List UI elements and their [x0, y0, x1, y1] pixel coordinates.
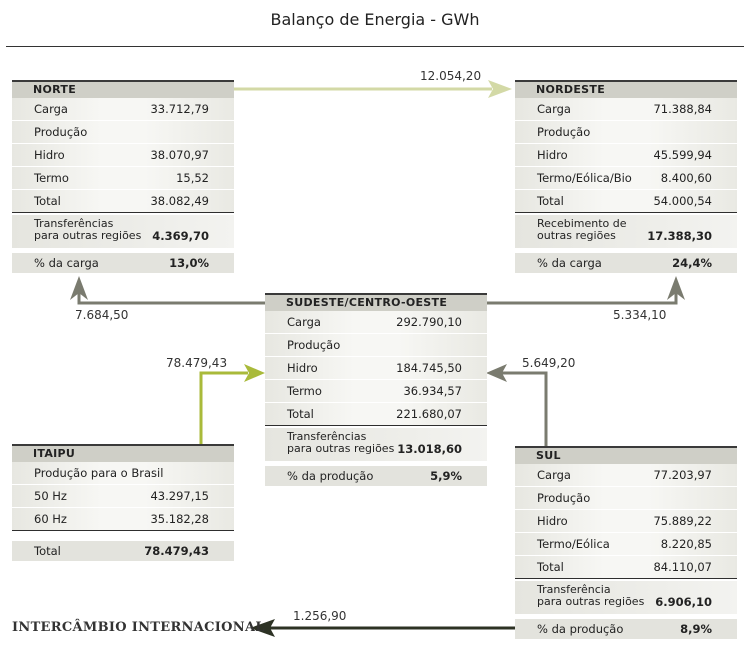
norte-total-value: 38.082,49 [150, 194, 209, 208]
sul-pct-value: 8,9% [680, 622, 712, 636]
flow-se-norte-value: 7.684,50 [75, 308, 129, 322]
sudeste-total-label: Total [287, 407, 314, 421]
itaipu-total-row [12, 541, 234, 561]
nordeste-transfer-row [515, 215, 737, 248]
sudeste-termo-label: Termo [287, 384, 322, 398]
sudeste-transfer-row [265, 428, 487, 461]
nordeste-total-label: Total [537, 194, 564, 208]
norte-box [12, 80, 234, 273]
sul-hidro-value: 75.889,22 [653, 514, 712, 528]
itaipu-60hz-label: 60 Hz [34, 512, 67, 526]
flow-sul-se-value: 5.649,20 [522, 356, 576, 370]
itaipu-60hz-value: 35.182,28 [150, 512, 209, 526]
nordeste-termo-label: Termo/Eólica/Bio [537, 171, 632, 185]
sudeste-transfer-label-2: para outras regiões [287, 442, 395, 455]
sul-pct-label: % da produção [537, 622, 624, 636]
sul-transfer-value: 6.906,10 [655, 595, 712, 609]
nordeste-pct-row [515, 253, 737, 273]
nordeste-termo-value: 8.400,60 [660, 171, 712, 185]
norte-pct-value: 13,0% [169, 256, 209, 270]
arrow-itaipu-se [201, 364, 265, 444]
sudeste-header: SUDESTE/CENTRO-OESTE [265, 293, 487, 311]
norte-pct-label: % da carga [34, 256, 99, 270]
sudeste-hidro-value: 184.745,50 [396, 361, 462, 375]
flow-itaipu-se-value: 78.479,43 [166, 356, 228, 370]
sul-termo-label: Termo/Eólica [537, 537, 610, 551]
arrow-se-nordeste [485, 276, 685, 303]
nordeste-carga-label: Carga [537, 102, 571, 116]
norte-transfer-label-2: para outras regiões [34, 229, 142, 242]
sul-total-value: 84.110,07 [653, 560, 712, 574]
sul-termo-value: 8.220,85 [660, 537, 712, 551]
international-exchange-label: INTERCÂMBIO INTERNACIONAL [12, 620, 265, 635]
arrow-se-norte [70, 276, 265, 303]
nordeste-total-value: 54.000,54 [653, 194, 712, 208]
sul-transfer-row [515, 581, 737, 614]
norte-termo-value: 15,52 [176, 171, 209, 185]
flow-se-nordeste-value: 5.334,10 [613, 308, 667, 322]
norte-transfer-label-1: Transferências [34, 217, 114, 230]
nordeste-header: NORDESTE [515, 80, 737, 98]
sul-total-label: Total [537, 560, 564, 574]
sudeste-transfer-value: 13.018,60 [397, 442, 462, 456]
sudeste-box [265, 293, 487, 486]
itaipu-header: ITAIPU [12, 444, 234, 462]
sul-carga-label: Carga [537, 468, 571, 482]
sul-hidro-label: Hidro [537, 514, 568, 528]
norte-carga-value: 33.712,79 [150, 102, 209, 116]
sul-box [515, 446, 737, 639]
sul-transfer-label-2: para outras regiões [537, 595, 645, 608]
nordeste-carga-value: 71.388,84 [653, 102, 712, 116]
sul-transfer-label-1: Transferência [537, 583, 611, 596]
sul-header: SUL [515, 446, 737, 464]
norte-transfer-value: 4.369,70 [152, 229, 209, 243]
norte-carga-label: Carga [34, 102, 68, 116]
sudeste-total-value: 221.680,07 [396, 407, 462, 421]
itaipu-box [12, 444, 234, 561]
sudeste-carga-label: Carga [287, 315, 321, 329]
itaipu-total-value: 78.479,43 [144, 544, 209, 558]
itaipu-producao-label: Produção para o Brasil [34, 466, 164, 480]
nordeste-pct-value: 24,4% [672, 256, 712, 270]
norte-header: NORTE [12, 80, 234, 98]
sul-carga-value: 77.203,97 [653, 468, 712, 482]
nordeste-hidro-value: 45.599,94 [653, 148, 712, 162]
norte-producao-label: Produção [34, 125, 88, 139]
sudeste-pct-label: % da produção [287, 469, 374, 483]
norte-hidro-label: Hidro [34, 148, 65, 162]
itaipu-50hz-label: 50 Hz [34, 489, 67, 503]
sudeste-pct-value: 5,9% [430, 469, 462, 483]
sudeste-termo-value: 36.934,57 [403, 384, 462, 398]
sul-pct-row [515, 619, 737, 639]
page-title: Balanço de Energia - GWh [270, 10, 480, 29]
norte-hidro-value: 38.070,97 [150, 148, 209, 162]
sul-producao-label: Produção [537, 491, 591, 505]
nordeste-producao-label: Produção [537, 125, 591, 139]
norte-termo-label: Termo [34, 171, 69, 185]
nordeste-transfer-label-1: Recebimento de [537, 217, 627, 230]
itaipu-total-label: Total [34, 544, 61, 558]
flow-norte-nordeste-value: 12.054,20 [420, 69, 482, 83]
nordeste-box [515, 80, 737, 273]
sudeste-hidro-label: Hidro [287, 361, 318, 375]
flow-international-value: 1.256,90 [293, 609, 347, 623]
sudeste-transfer-label-1: Transferências [287, 430, 367, 443]
nordeste-hidro-label: Hidro [537, 148, 568, 162]
sudeste-pct-row [265, 466, 487, 486]
nordeste-transfer-label-2: outras regiões [537, 229, 616, 242]
itaipu-50hz-value: 43.297,15 [150, 489, 209, 503]
norte-total-label: Total [34, 194, 61, 208]
norte-transfer-row [12, 215, 234, 248]
sudeste-carga-value: 292.790,10 [396, 315, 462, 329]
arrow-sul-se [486, 364, 546, 447]
nordeste-transfer-value: 17.388,30 [647, 229, 712, 243]
nordeste-pct-label: % da carga [537, 256, 602, 270]
arrow-international [250, 619, 515, 637]
norte-pct-row [12, 253, 234, 273]
sudeste-producao-label: Produção [287, 338, 341, 352]
